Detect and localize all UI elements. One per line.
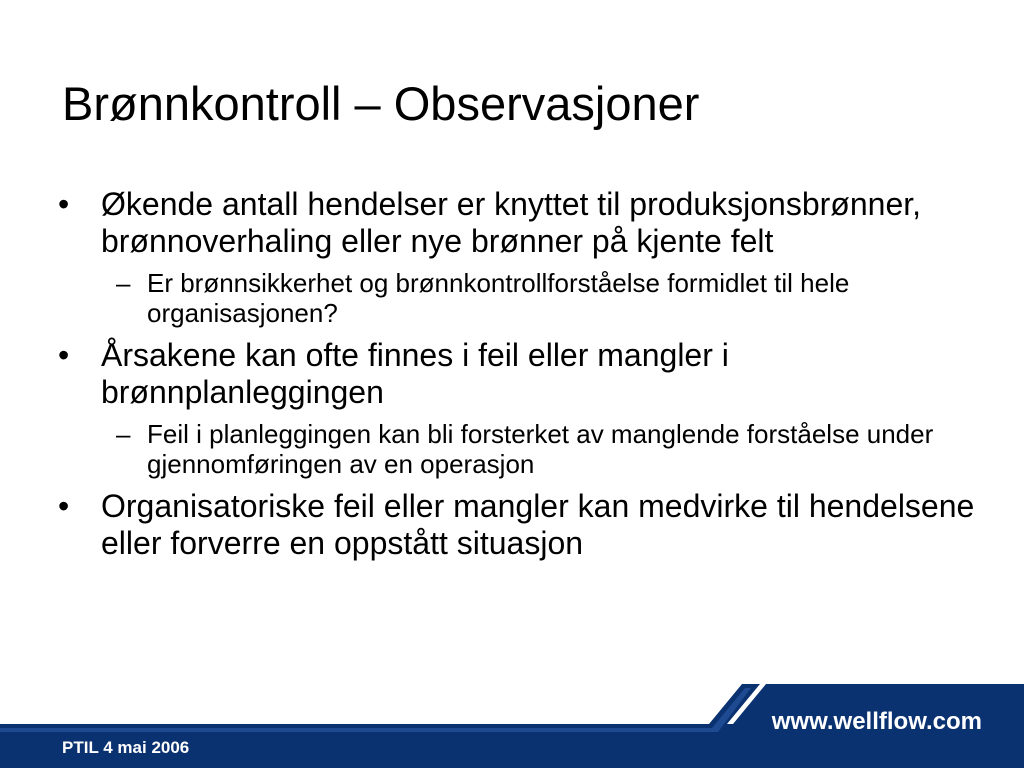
bullet-item bbox=[58, 186, 978, 260]
sub-bullet-text: Er brønnsikkerhet og brønnkontrollforståelse formidlet til hele organisasjonen? bbox=[147, 268, 850, 328]
sub-bullet-text: Feil i planleggingen kan bli forsterket av manglende forståelse under gjennomføringen av en operasjon bbox=[147, 419, 934, 479]
bullet-item bbox=[58, 488, 978, 562]
bullet-list bbox=[58, 186, 978, 570]
sub-bullet-marker: – bbox=[116, 419, 131, 449]
slide-title: Brønnkontroll – Observasjoner bbox=[62, 77, 700, 130]
bullet-text: Årsakene kan ofte finnes i feil eller mangler i brønnplanleggingen bbox=[101, 337, 729, 410]
bullet-text: Organisatoriske feil eller mangler kan medvirke til hendelsene eller forverre en oppstått situasjon bbox=[101, 488, 975, 561]
footer-url[interactable]: www.wellflow.com bbox=[771, 708, 982, 735]
sub-bullet-marker: – bbox=[116, 268, 131, 298]
sub-bullet-item bbox=[58, 268, 978, 328]
footer-date: PTIL 4 mai 2006 bbox=[62, 738, 190, 757]
bullet-marker: • bbox=[58, 488, 70, 524]
bullet-item bbox=[58, 337, 978, 411]
bullet-marker: • bbox=[58, 337, 70, 373]
sub-bullet-item bbox=[58, 419, 978, 479]
bullet-marker: • bbox=[58, 186, 70, 222]
bullet-text: Økende antall hendelser er knyttet til produksjonsbrønner, brønnoverhaling eller nye brønner på kjente felt bbox=[101, 186, 922, 259]
